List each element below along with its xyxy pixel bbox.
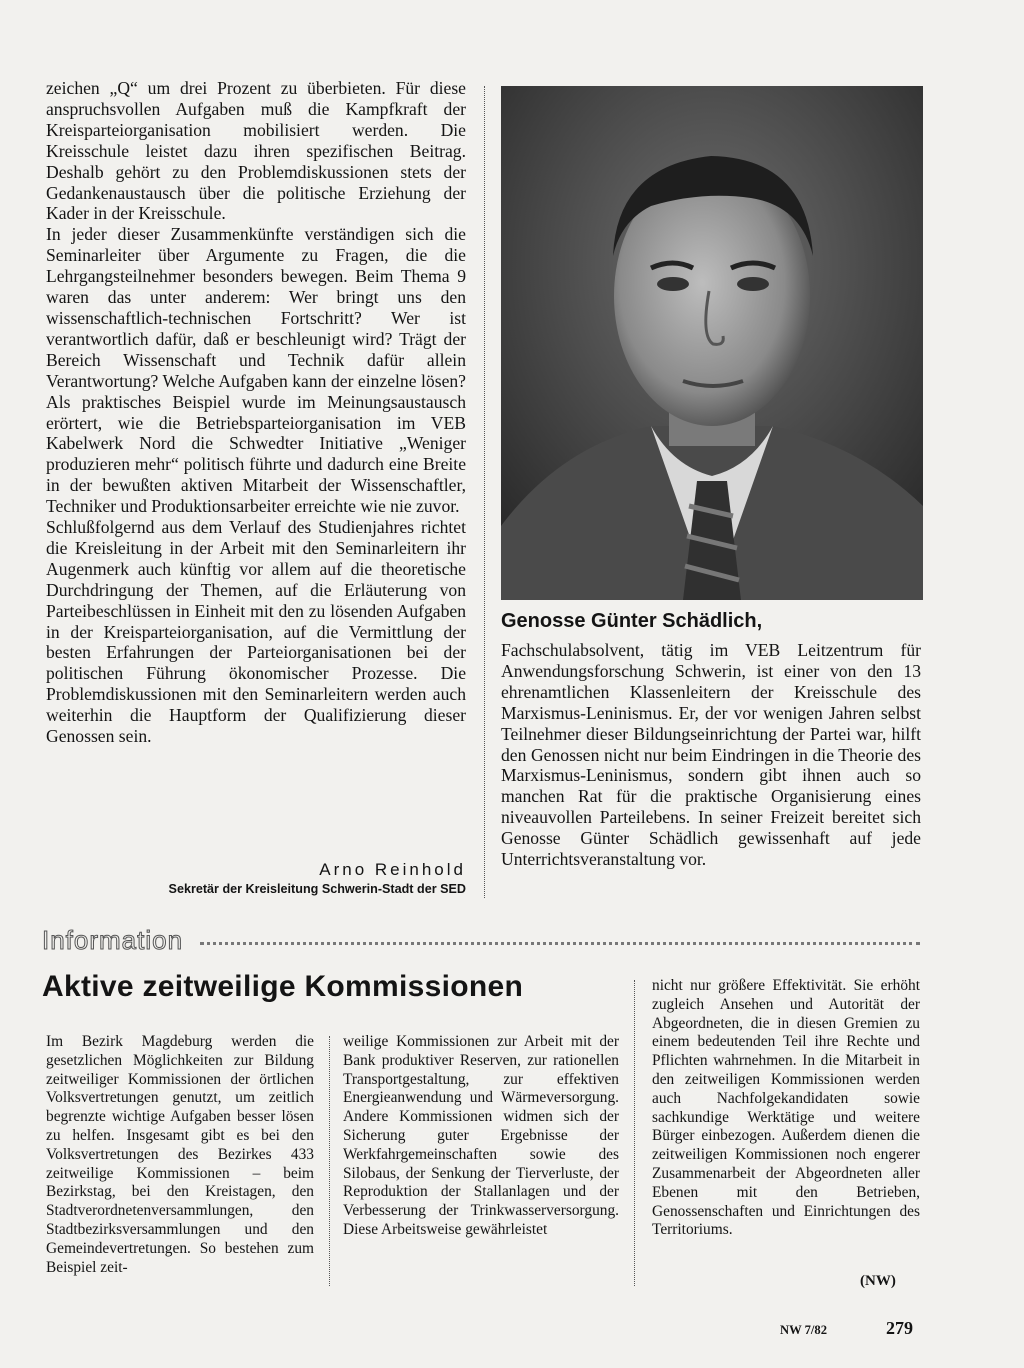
- portrait-photo: [501, 86, 923, 600]
- article-headline: Aktive zeitweilige Kommissionen: [42, 970, 524, 1003]
- column-divider: [329, 1036, 330, 1286]
- portrait-caption-title: Genosse Günter Schädlich,: [501, 610, 763, 632]
- article-column-1: Im Bezirk Magdeburg werden die gesetzlichen Möglichkeiten zur Bildung zeitweiliger Kommissionen der örtlichen Volksvertretungen genutzt, um zeitlich begrenzte wichtige Aufgaben besser lösen zu helfen. Insgesamt gibt es bei den Volksvertretungen des Bezirkes 433 zeitweilige Kommissionen – beim Bezirkstag, bei den Kreistagen, den Stadtverordnetenversammlungen, den Stadtbezirksversammlungen und den Gemeindevertretungen. So bestehen zum Beispiel zeit-: [46, 1033, 314, 1276]
- issue-label: NW 7/82: [780, 1323, 827, 1337]
- portrait-caption-text: Fachschulabsolvent, tätig im VEB Leitzentrum für Anwendungsforschung Schwerin, ist einer von den 13 ehrenamtlichen Klassenleitern der Kreisschule des Marxismus-Leninismus. Er, der vor wenigen Jahren selbst Teilnehmer dieser Bildungseinrichtung der Partei war, hilft den Genossen nicht nur beim Eindringen in die Theorie des Marxismus-Leninismus, sondern gibt ihnen auch so manchen Rat für die praktische Organisierung eines niveauvollen Parteilebens. In seiner Freizeit bereitet sich Genosse Günter Schädlich gewissenhaft auf jede Unterrichtsveranstaltung vor.: [501, 640, 921, 870]
- article-paragraph: In jeder dieser Zusammenkünfte verständigen sich die Seminarleiter über Argumente zu Fragen, die die Lehrgangsteilnehmer besonders bewegen. Beim Thema 9 waren das unter anderem: Wer bringt uns den wissenschaftlich-technischen Fortschritt? Wer ist verantwortlich dafür, daß er beschleunigt wird? Trägt der Bereich Wissenschaft und Technik dafür allein Verantwortung? Welche Aufgaben kann der einzelne lösen? Als praktisches Beispiel wurde im Meinungsaustausch erörtert, wie die Betriebsparteiorganisation im VEB Kabelwerk Nord die Schwedter Initiative „Weniger produzieren mehr“ politisch führte und dadurch eine Breite in der bewußten aktiven Mitarbeit der Wissenschaftler, Techniker und Produktionsarbeiter erreichte wie nie zuvor.: [46, 224, 466, 517]
- author-role: Sekretär der Kreisleitung Schwerin-Stadt der SED: [168, 882, 466, 896]
- article-column-2: weilige Kommissionen zur Arbeit mit der Bank produktiver Reserven, zur rationellen Transportgestaltung, zur effektiven Energieanwendung und Wärmeversorgung. Andere Kommissionen widmen sich der Sicherung guter Ergebnisse der Werkfahrgemeinschaften sowie des Silobaus, der Senkung der Tierverluste, der Reproduktion der Stallanlagen und der Verbesserung der Trinkwasserversorgung. Diese Arbeitsweise gewährleistet: [343, 1033, 619, 1238]
- section-label: Information: [42, 925, 184, 955]
- article-top-column: [46, 78, 466, 747]
- article-paragraph: Schlußfolgernd aus dem Verlauf des Studienjahres richtet die Kreisleitung in der Arbeit mit den Seminarleitern ihr Augenmerk auch künftig vor allem auf die theoretische Durchdringung der Themen, auf die Erläuterung von Parteibeschlüssen in Einheit mit den zu lösenden Aufgaben in der Kreisparteiorganisation, auf die Vermittlung der besten Erfahrungen der Parteiorganisationen bei der politischen Führung ökonomischer Prozesse. Die Problemdiskussionen mit den Seminarleitern werden auch weiterhin die Hauptform der Qualifizierung dieser Genossen sein.: [46, 517, 466, 747]
- section-rule: [200, 942, 920, 945]
- author-name: Arno Reinhold: [319, 860, 466, 879]
- article-column-3: nicht nur größere Effektivität. Sie erhöht zugleich Ansehen und Autorität der Abgeordneten, die in diesen Gremien zu einem bedeutenden Teil ihre Rechte und Pflichten wahrnehmen. In die Mitarbeit in den zeitweiligen Kommissionen werden auch Nachfolgekandidaten sowie sachkundige Werktätige und weitere Bürger einbezogen. Außerdem dienen die zeitweiligen Kommissionen noch engerer Zusammenarbeit der Abgeordneten aller Ebenen mit den Betrieben, Genossenschaften und Einrichtungen des Territoriums.: [652, 977, 920, 1239]
- page-number: 279: [886, 1318, 913, 1338]
- source-tag: (NW): [860, 1273, 896, 1289]
- column-divider: [634, 980, 635, 1286]
- article-paragraph: zeichen „Q“ um drei Prozent zu überbieten. Für diese anspruchsvollen Aufgaben muß die Kampfkraft der Kreisparteiorganisation mobilisiert werden. Die Kreisschule leistet dazu ihren spezifischen Beitrag. Deshalb gehört zu den Problemdiskussionen stets der Gedankenaustausch über die politische Erziehung der Kader in der Kreisschule.: [46, 78, 466, 224]
- column-divider: [484, 86, 486, 898]
